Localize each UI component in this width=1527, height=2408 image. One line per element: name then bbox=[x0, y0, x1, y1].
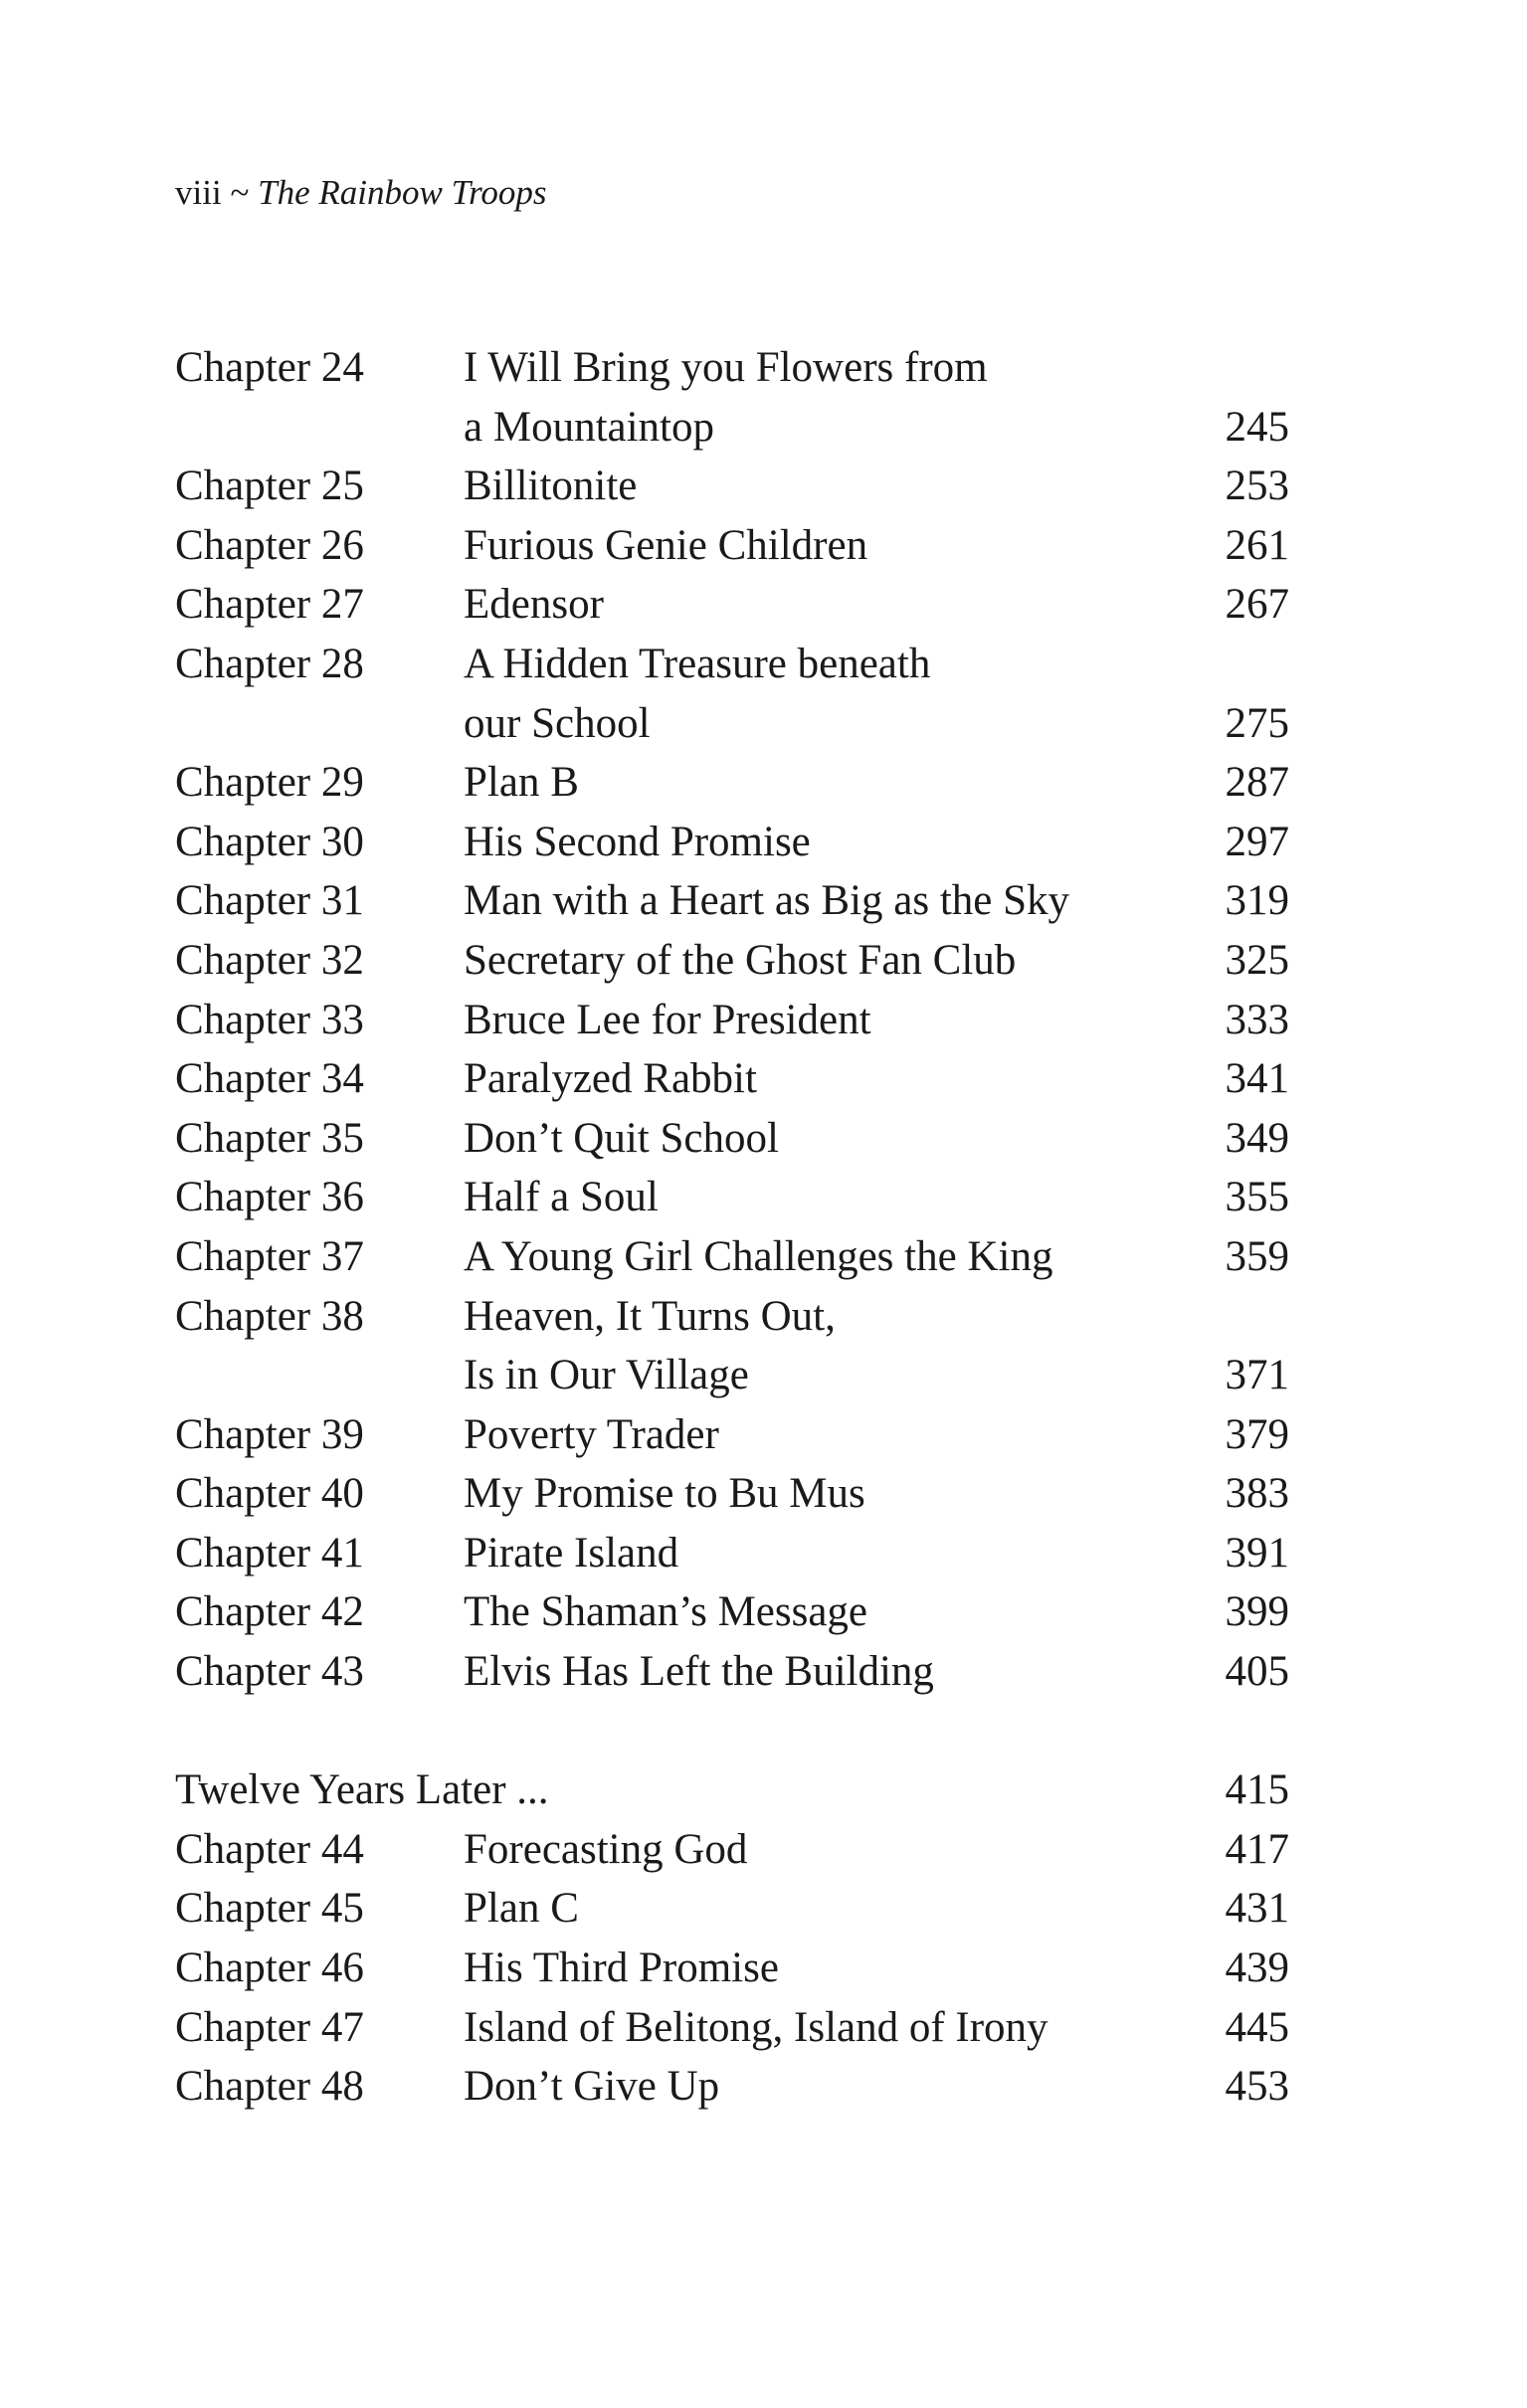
page-number: 275 bbox=[1225, 699, 1289, 747]
toc-list bbox=[175, 338, 1289, 1702]
toc-entry[interactable] bbox=[175, 991, 1289, 1050]
toc-entry[interactable] bbox=[175, 398, 1289, 458]
page-number: 261 bbox=[1225, 521, 1289, 569]
toc-entry[interactable] bbox=[175, 1820, 1289, 1880]
chapter-label: Chapter 37 bbox=[175, 1232, 364, 1280]
toc-entry[interactable] bbox=[175, 1049, 1289, 1109]
chapter-label: Chapter 41 bbox=[175, 1529, 364, 1576]
section-page-number: 415 bbox=[1225, 1766, 1289, 1814]
page-number: 267 bbox=[1225, 581, 1289, 629]
page-number: 453 bbox=[1225, 2063, 1289, 2111]
chapter-title: a Mountaintop bbox=[464, 403, 714, 451]
toc-entry[interactable] bbox=[175, 1464, 1289, 1524]
chapter-title: Plan C bbox=[464, 1885, 579, 1933]
chapter-label: Chapter 45 bbox=[175, 1885, 364, 1933]
page-number: 325 bbox=[1225, 936, 1289, 984]
toc-entry[interactable] bbox=[175, 871, 1289, 931]
toc-entry[interactable] bbox=[175, 1998, 1289, 2058]
chapter-title: Furious Genie Children bbox=[464, 521, 868, 569]
page-number: 379 bbox=[1225, 1410, 1289, 1458]
toc-entry[interactable] bbox=[175, 1405, 1289, 1465]
book-title: The Rainbow Troops bbox=[258, 173, 547, 212]
chapter-label: Chapter 46 bbox=[175, 1945, 364, 1992]
chapter-title: His Third Promise bbox=[464, 1945, 779, 1992]
table-of-contents bbox=[175, 338, 1289, 2117]
chapter-title: Billitonite bbox=[464, 463, 638, 510]
chapter-title: A Hidden Treasure beneath bbox=[464, 640, 931, 687]
page-number: 297 bbox=[1225, 818, 1289, 865]
page-number: 319 bbox=[1225, 877, 1289, 925]
chapter-title: The Shaman’s Message bbox=[464, 1588, 868, 1636]
page-number: 417 bbox=[1225, 1825, 1289, 1873]
toc-list-2 bbox=[175, 1820, 1289, 2117]
chapter-label: Chapter 25 bbox=[175, 463, 364, 510]
chapter-title: My Promise to Bu Mus bbox=[464, 1470, 865, 1518]
chapter-title: Secretary of the Ghost Fan Club bbox=[464, 936, 1017, 984]
chapter-title: Elvis Has Left the Building bbox=[464, 1648, 934, 1696]
page-number: 399 bbox=[1225, 1588, 1289, 1636]
toc-entry[interactable] bbox=[175, 635, 1289, 694]
chapter-title: Edensor bbox=[464, 581, 604, 629]
separator: ~ bbox=[230, 173, 250, 212]
page-number: 349 bbox=[1225, 1114, 1289, 1162]
page-number: 355 bbox=[1225, 1174, 1289, 1221]
chapter-label: Chapter 27 bbox=[175, 581, 364, 629]
toc-entry[interactable] bbox=[175, 1227, 1289, 1287]
toc-entry[interactable] bbox=[175, 753, 1289, 813]
chapter-label: Chapter 43 bbox=[175, 1648, 364, 1696]
chapter-label: Chapter 34 bbox=[175, 1055, 364, 1103]
chapter-title: Don’t Give Up bbox=[464, 2063, 720, 2111]
chapter-label: Chapter 48 bbox=[175, 2063, 364, 2111]
toc-entry[interactable] bbox=[175, 338, 1289, 398]
section-title: Twelve Years Later ... bbox=[175, 1766, 549, 1814]
toc-entry[interactable] bbox=[175, 1109, 1289, 1169]
chapter-label: Chapter 32 bbox=[175, 936, 364, 984]
chapter-title: His Second Promise bbox=[464, 818, 811, 865]
chapter-label: Chapter 42 bbox=[175, 1588, 364, 1636]
chapter-title: Pirate Island bbox=[464, 1529, 679, 1576]
chapter-title: Forecasting God bbox=[464, 1825, 748, 1873]
chapter-label: Chapter 40 bbox=[175, 1470, 364, 1518]
toc-entry[interactable] bbox=[175, 575, 1289, 635]
chapter-label: Chapter 35 bbox=[175, 1114, 364, 1162]
toc-entry[interactable] bbox=[175, 1582, 1289, 1642]
toc-entry[interactable] bbox=[175, 1524, 1289, 1583]
toc-entry[interactable] bbox=[175, 813, 1289, 872]
toc-entry[interactable] bbox=[175, 1168, 1289, 1227]
toc-entry[interactable] bbox=[175, 1879, 1289, 1939]
chapter-title: Half a Soul bbox=[464, 1174, 659, 1221]
page-number: 383 bbox=[1225, 1470, 1289, 1518]
toc-entry[interactable] bbox=[175, 694, 1289, 754]
chapter-title: Bruce Lee for President bbox=[464, 996, 871, 1043]
chapter-title: Is in Our Village bbox=[464, 1352, 749, 1399]
toc-entry[interactable] bbox=[175, 931, 1289, 991]
page-number: 431 bbox=[1225, 1885, 1289, 1933]
chapter-title: A Young Girl Challenges the King bbox=[464, 1232, 1053, 1280]
section-gap bbox=[175, 1702, 1289, 1761]
chapter-title: Paralyzed Rabbit bbox=[464, 1055, 757, 1103]
toc-entry[interactable] bbox=[175, 457, 1289, 516]
chapter-title: Island of Belitong, Island of Irony bbox=[464, 2003, 1049, 2051]
running-head bbox=[175, 171, 547, 215]
chapter-title: Poverty Trader bbox=[464, 1410, 719, 1458]
toc-entry[interactable] bbox=[175, 1939, 1289, 1998]
chapter-label: Chapter 28 bbox=[175, 640, 364, 687]
toc-entry[interactable] bbox=[175, 1346, 1289, 1405]
chapter-label: Chapter 39 bbox=[175, 1410, 364, 1458]
page-number: viii bbox=[175, 173, 222, 212]
chapter-label: Chapter 24 bbox=[175, 344, 364, 391]
chapter-title: Don’t Quit School bbox=[464, 1114, 779, 1162]
chapter-label: Chapter 38 bbox=[175, 1292, 364, 1340]
page-number: 359 bbox=[1225, 1232, 1289, 1280]
page-number: 371 bbox=[1225, 1352, 1289, 1399]
chapter-label: Chapter 44 bbox=[175, 1825, 364, 1873]
chapter-title: our School bbox=[464, 699, 651, 747]
chapter-title: I Will Bring you Flowers from bbox=[464, 344, 988, 391]
chapter-title: Heaven, It Turns Out, bbox=[464, 1292, 836, 1340]
chapter-label: Chapter 31 bbox=[175, 877, 364, 925]
page-number: 445 bbox=[1225, 2003, 1289, 2051]
chapter-label: Chapter 33 bbox=[175, 996, 364, 1043]
toc-entry[interactable] bbox=[175, 516, 1289, 576]
page-number: 253 bbox=[1225, 463, 1289, 510]
page-number: 439 bbox=[1225, 1945, 1289, 1992]
toc-entry[interactable] bbox=[175, 1642, 1289, 1702]
chapter-label: Chapter 30 bbox=[175, 818, 364, 865]
chapter-label: Chapter 29 bbox=[175, 759, 364, 807]
page-number: 287 bbox=[1225, 759, 1289, 807]
page-number: 341 bbox=[1225, 1055, 1289, 1103]
chapter-label: Chapter 26 bbox=[175, 521, 364, 569]
chapter-label: Chapter 47 bbox=[175, 2003, 364, 2051]
chapter-title: Man with a Heart as Big as the Sky bbox=[464, 877, 1070, 925]
toc-entry[interactable] bbox=[175, 2057, 1289, 2117]
page-number: 245 bbox=[1225, 403, 1289, 451]
chapter-title: Plan B bbox=[464, 759, 579, 807]
section-row[interactable] bbox=[175, 1760, 1289, 1820]
page-number: 405 bbox=[1225, 1648, 1289, 1696]
chapter-label: Chapter 36 bbox=[175, 1174, 364, 1221]
page-number: 333 bbox=[1225, 996, 1289, 1043]
page-number: 391 bbox=[1225, 1529, 1289, 1576]
toc-entry[interactable] bbox=[175, 1287, 1289, 1347]
